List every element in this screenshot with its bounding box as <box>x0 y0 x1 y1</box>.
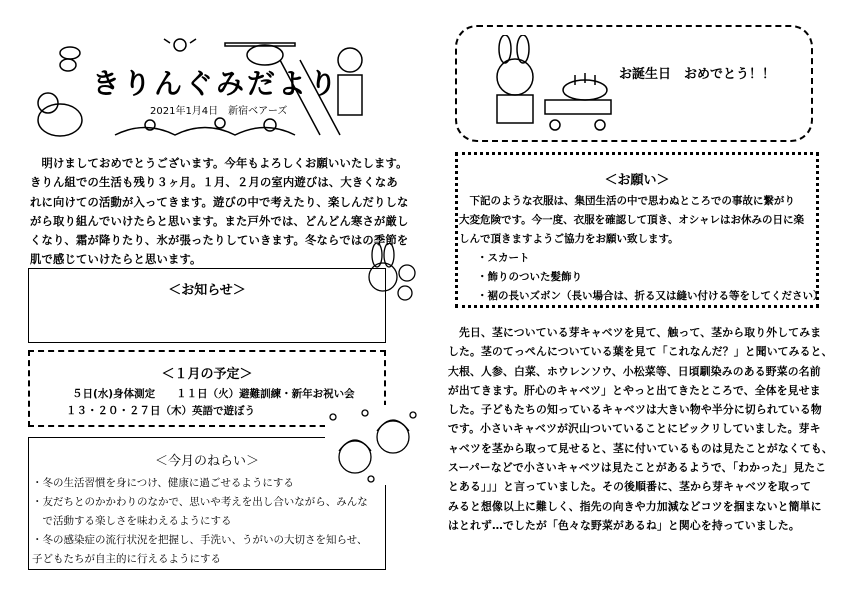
story-line: とある」」」と言っていました。その後順番に、茎から芽キャベツを取って <box>448 480 812 494</box>
birthday-box <box>455 25 813 142</box>
request-line: 下記のような衣服は、集団生活の中で思わぬところでの事故に繋がり <box>459 195 795 207</box>
request-line: 大変危険です。今一度、衣服を確認して頂き、オシャレはお休みの日に楽 <box>459 214 805 226</box>
intro-line: きりん組での生活も残り３ヶ月。１月、２月の室内遊びは、大きくなあ <box>30 176 398 190</box>
intro-line: がら取り組んでいけたらと思います。また戸外では、どんどん寒さが厳し <box>30 214 409 228</box>
request-item: ・スカート <box>477 252 530 264</box>
intro-line: 肌で感じていけたらと思います。 <box>30 253 202 267</box>
birthday-message: お誕生日 おめでとう！！ <box>619 67 776 82</box>
newsletter-title: きりんぐみだより <box>92 67 341 100</box>
winter-kids-illustration <box>325 405 417 485</box>
brussels-sprouts-story <box>448 323 833 535</box>
story-line: スーパーなどで小さいキャベツは見たことがあるようで、「わかった」見たこ <box>448 461 827 475</box>
story-line: みると想像以上に難しく、指先の向きや力加減などコツを掴まないと簡単に <box>448 499 822 513</box>
aims-line: ・冬の生活習慣を身につけ、健康に過ごせるようにする <box>32 477 294 489</box>
story-line: した。子どもたちの知っているキャベツは大きい物や半分に切られている物 <box>448 403 822 417</box>
notice-box <box>28 268 386 343</box>
request-item: ・裾の長いズボン（長い場合は、折る又は縫い付ける等をしてください） <box>477 290 824 302</box>
story-line: が出てきます。肝心のキャベツ」とやっと出てきたところで、全体を見せま <box>448 383 821 397</box>
schedule-line: １３・２０・２７日（木）英語で遊ぼう <box>66 405 255 417</box>
story-line: した。茎のてっぺんについている葉を見て「これなんだ？」と聞いてみると、 <box>448 345 833 359</box>
story-line: ャベツを茎から取って見せると、茎に付いているものは見たことがなくても、 <box>448 441 833 455</box>
aims-line: 子どもたちが自主的に行えるようにする <box>32 553 221 565</box>
schedule-heading: ＜１月の予定＞ <box>161 367 253 382</box>
intro-line: くなり、霜が降りたり、氷が張ったりしていきます。冬ならではの季節を <box>30 234 409 248</box>
intro-paragraph <box>30 154 409 270</box>
story-line: はとれず…でしたが「色々な野菜があるね」と関心を持っていました。 <box>448 518 800 532</box>
intro-line: 明けましておめでとうございます。今年もよろしくお願いいたします。 <box>30 157 408 170</box>
rabbit-cake-illustration <box>475 35 615 133</box>
notice-heading: ＜お知らせ＞ <box>168 283 246 298</box>
date-and-class: 2021年1月4日 新宿ベアーズ <box>150 106 288 117</box>
aims-heading: ＜今月のねらい＞ <box>154 454 259 469</box>
request-item: ・飾りのついた髪飾り <box>477 271 582 283</box>
request-box <box>455 152 824 308</box>
schedule-line: ５日(水)身体測定 １１日（火）避難訓練・新年お祝い会 <box>72 388 355 400</box>
aims-line: で活動する楽しさを味わえるようにする <box>32 515 232 527</box>
story-line: 大根、人参、白菜、ホウレンソウ、小松菜等、日頃馴染みのある野菜の名前 <box>448 364 821 378</box>
story-line: 先日、茎についている芽キャベツを見て、触って、茎から取り外してみま <box>448 326 822 339</box>
aims-line: ・冬の感染症の流行状況を把握し、手洗い、うがいの大切さを知らせ、 <box>32 534 368 546</box>
request-heading: ＜お願い＞ <box>604 173 670 188</box>
request-line: しんで頂きますようご協力をお願い致します。 <box>459 233 679 245</box>
story-line: です。小さいキャベツが沢山ついていることにビックリしていました。芽キ <box>448 422 821 436</box>
intro-line: れに向けての活動が入ってきます。遊びの中で考えたり、楽しんだりしな <box>30 195 409 209</box>
aims-line: ・友だちとのかかわりのなかで、思いや考えを出し合いながら、みんな <box>32 496 368 508</box>
